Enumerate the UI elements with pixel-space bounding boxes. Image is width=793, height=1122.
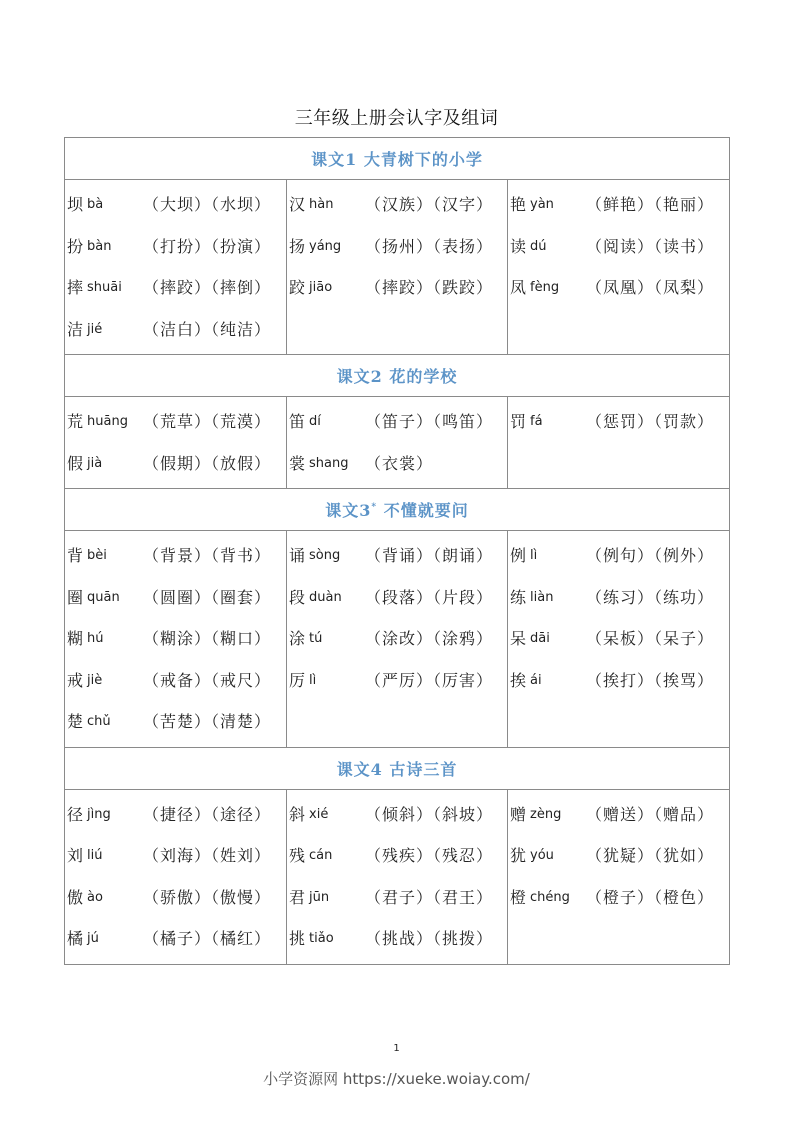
- word-column: [287, 531, 508, 748]
- word-entry: [289, 401, 507, 443]
- word-examples: （背诵）（朗诵）: [365, 546, 494, 565]
- word-entry: [289, 184, 507, 226]
- word-entry: [510, 401, 729, 443]
- word-entry: [289, 877, 507, 919]
- word-examples: （捷径）（途径）: [143, 804, 272, 824]
- pinyin: yàn: [530, 197, 554, 212]
- word-examples: （橙子）（橙色）: [586, 887, 715, 907]
- pinyin: duàn: [309, 589, 342, 605]
- word-entry: [510, 226, 729, 268]
- word-entry: [289, 794, 507, 836]
- word-examples: （骄傲）（傲慢）: [143, 887, 272, 907]
- character: 练: [510, 587, 527, 607]
- word-entry: [67, 267, 286, 309]
- character: 罚: [510, 412, 527, 431]
- pinyin: jiè: [87, 672, 103, 688]
- word-examples: （大坝）（水坝）: [143, 195, 272, 214]
- pinyin: jié: [87, 321, 103, 337]
- pinyin: dí: [309, 414, 321, 429]
- lesson-title: 不懂就要问: [383, 501, 469, 520]
- word-entry: [67, 835, 286, 877]
- word-entry: [289, 267, 507, 309]
- word-entry: [510, 618, 729, 660]
- character: 汉: [289, 195, 306, 214]
- word-examples: （呆板）（呆子）: [586, 629, 715, 648]
- word-examples: （鲜艳）（艳丽）: [586, 195, 715, 214]
- character: 傲: [67, 887, 84, 907]
- word-examples: （阅读）（读书）: [586, 236, 715, 256]
- character: 诵: [289, 546, 306, 565]
- word-examples: （戒备）（戒尺）: [143, 670, 272, 690]
- character: 例: [510, 546, 527, 565]
- word-examples: （君子）（君王）: [365, 887, 494, 907]
- word-entry: [67, 701, 286, 743]
- word-examples: （洁白）（纯洁）: [143, 319, 272, 339]
- word-column: [287, 180, 508, 355]
- character: 圈: [67, 587, 84, 607]
- character: 扮: [67, 236, 84, 256]
- word-examples: （苦楚）（清楚）: [143, 712, 272, 731]
- pinyin: bèi: [87, 548, 107, 563]
- word-entry: [67, 535, 286, 577]
- word-entry: [510, 577, 729, 619]
- word-entry: [510, 660, 729, 702]
- word-entry: [510, 535, 729, 577]
- word-column: [287, 789, 508, 964]
- character: 笛: [289, 412, 306, 431]
- word-entry: [510, 184, 729, 226]
- word-entry: [67, 577, 286, 619]
- pinyin: hú: [87, 631, 104, 646]
- pinyin: bà: [87, 197, 104, 212]
- character: 荒: [67, 412, 84, 431]
- word-entry: [510, 877, 729, 919]
- word-examples: （荒草）（荒漠）: [143, 412, 272, 431]
- word-entry: [67, 309, 286, 351]
- page-number: 1: [393, 1043, 400, 1054]
- lesson-title: 大青树下的小学: [363, 150, 483, 169]
- lesson-words-row: [65, 180, 730, 355]
- character: 径: [67, 804, 84, 824]
- lesson-header: [65, 489, 730, 531]
- character: 段: [289, 587, 306, 607]
- word-entry: [289, 618, 507, 660]
- pinyin: lì: [309, 672, 317, 688]
- word-examples: （段落）（片段）: [365, 587, 494, 607]
- character: 糊: [67, 629, 84, 648]
- word-column: [508, 789, 730, 964]
- pinyin: liú: [87, 848, 103, 863]
- character: 君: [289, 887, 306, 907]
- lesson-words-row: [65, 397, 730, 489]
- word-table: [64, 137, 730, 965]
- pinyin: jiāo: [309, 280, 333, 295]
- pinyin: jūn: [309, 889, 330, 905]
- pinyin: zèng: [530, 806, 562, 822]
- word-examples: （扬州）（表扬）: [365, 236, 494, 256]
- lesson-title: 古诗三首: [389, 759, 458, 779]
- pinyin: fá: [530, 414, 543, 429]
- pinyin: cán: [309, 848, 333, 863]
- character: 残: [289, 846, 306, 865]
- pinyin: lì: [530, 548, 538, 563]
- word-examples: （惩罚）（罚款）: [586, 412, 715, 431]
- character: 假: [67, 453, 84, 473]
- pinyin: sòng: [309, 548, 341, 563]
- word-column: [508, 397, 730, 489]
- word-examples: （摔跤）（跌跤）: [365, 278, 494, 297]
- word-entry: [510, 794, 729, 836]
- character: 扬: [289, 236, 306, 256]
- character: 跤: [289, 278, 306, 297]
- lesson-header-row: [65, 489, 730, 531]
- character: 背: [67, 546, 84, 565]
- pinyin: chéng: [530, 889, 570, 905]
- word-examples: （打扮）（扮演）: [143, 236, 272, 256]
- lesson-header: [65, 747, 730, 789]
- word-column: [508, 180, 730, 355]
- word-examples: （涂改）（涂鸦）: [365, 629, 494, 648]
- character: 戒: [67, 670, 84, 690]
- word-examples: （笛子）（鸣笛）: [365, 412, 494, 431]
- pinyin: quān: [87, 589, 120, 605]
- word-entry: [67, 618, 286, 660]
- character: 楚: [67, 712, 84, 731]
- word-entry: [510, 835, 729, 877]
- footer-source: 小学资源网 https://xueke.woiay.com/: [263, 1070, 530, 1088]
- character: 犹: [510, 846, 527, 865]
- word-column: [287, 397, 508, 489]
- lesson-header-row: [65, 355, 730, 397]
- lesson-header-row: [65, 138, 730, 180]
- character: 厉: [289, 670, 306, 690]
- lesson-number: 课文4: [336, 759, 383, 779]
- character: 刘: [67, 846, 84, 865]
- lesson-number: 课文1: [311, 150, 358, 169]
- character: 呆: [510, 629, 527, 648]
- character: 挨: [510, 670, 527, 690]
- word-examples: （犹疑）（犹如）: [586, 846, 715, 865]
- word-examples: （橘子）（橘红）: [143, 929, 272, 948]
- pinyin: xié: [309, 806, 329, 822]
- pinyin: shuāi: [87, 280, 122, 295]
- character: 橙: [510, 887, 527, 907]
- pinyin: fèng: [530, 280, 560, 295]
- word-column: [65, 531, 287, 748]
- word-entry: [289, 443, 507, 485]
- character: 挑: [289, 929, 306, 948]
- word-examples: （练习）（练功）: [586, 587, 715, 607]
- word-entry: [289, 918, 507, 960]
- word-examples: （刘海）（姓刘）: [143, 846, 272, 865]
- word-examples: （挨打）（挨骂）: [586, 670, 715, 690]
- word-examples: （严厉）（厉害）: [365, 670, 494, 690]
- word-examples: （假期）（放假）: [143, 453, 272, 473]
- character: 赠: [510, 804, 527, 824]
- word-examples: （背景）（背书）: [143, 546, 272, 565]
- lesson-title: 花的学校: [389, 367, 458, 386]
- word-examples: （残疾）（残忍）: [365, 846, 494, 865]
- pinyin: dāi: [530, 631, 550, 646]
- word-entry: [289, 577, 507, 619]
- word-examples: （摔跤）（摔倒）: [143, 278, 272, 297]
- word-entry: [67, 226, 286, 268]
- optional-lesson-mark: *: [371, 502, 378, 513]
- word-entry: [67, 660, 286, 702]
- pinyin: shang: [309, 455, 349, 471]
- lesson-header-row: [65, 747, 730, 789]
- character: 凤: [510, 278, 527, 297]
- pinyin: tú: [309, 631, 323, 646]
- word-entry: [67, 918, 286, 960]
- lesson-header: [65, 355, 730, 397]
- character: 洁: [67, 319, 84, 339]
- pinyin: yáng: [309, 238, 342, 254]
- lesson-number: 课文3: [325, 501, 372, 520]
- character: 读: [510, 236, 527, 256]
- word-entry: [289, 226, 507, 268]
- lesson-number: 课文2: [336, 367, 383, 386]
- pinyin: bàn: [87, 238, 112, 254]
- word-examples: （衣裳）: [365, 453, 434, 473]
- character: 摔: [67, 278, 84, 297]
- pinyin: liàn: [530, 589, 554, 605]
- pinyin: huāng: [87, 414, 128, 429]
- word-entry: [510, 267, 729, 309]
- word-examples: （例句）（例外）: [586, 546, 715, 565]
- word-entry: [289, 660, 507, 702]
- pinyin: ái: [530, 672, 542, 688]
- word-entry: [67, 794, 286, 836]
- document-title: 三年级上册会认字及组词: [294, 108, 499, 129]
- word-examples: （汉族）（汉字）: [365, 195, 494, 214]
- pinyin: jìng: [87, 806, 111, 822]
- character: 坝: [67, 195, 84, 214]
- lesson-header: [65, 138, 730, 180]
- character: 橘: [67, 929, 84, 948]
- lesson-words-row: [65, 531, 730, 748]
- pinyin: jià: [87, 455, 103, 471]
- pinyin: jú: [87, 931, 99, 946]
- pinyin: dú: [530, 238, 547, 254]
- pinyin: ào: [87, 889, 103, 905]
- lesson-words-row: [65, 789, 730, 964]
- word-entry: [289, 835, 507, 877]
- pinyin: tiǎo: [309, 931, 334, 946]
- word-entry: [67, 401, 286, 443]
- word-entry: [289, 535, 507, 577]
- word-examples: （挑战）（挑拨）: [365, 929, 494, 948]
- word-entry: [67, 443, 286, 485]
- pinyin: hàn: [309, 197, 334, 212]
- word-examples: （圆圈）（圈套）: [143, 587, 272, 607]
- character: 艳: [510, 195, 527, 214]
- pinyin: yóu: [530, 848, 554, 863]
- word-column: [65, 397, 287, 489]
- word-column: [65, 789, 287, 964]
- word-examples: （糊涂）（糊口）: [143, 629, 272, 648]
- word-examples: （赠送）（赠品）: [586, 804, 715, 824]
- word-examples: （凤凰）（凤梨）: [586, 278, 715, 297]
- character: 裳: [289, 453, 306, 473]
- word-column: [508, 531, 730, 748]
- word-entry: [67, 184, 286, 226]
- word-examples: （倾斜）（斜坡）: [365, 804, 494, 824]
- character: 斜: [289, 804, 306, 824]
- word-entry: [67, 877, 286, 919]
- character: 涂: [289, 629, 306, 648]
- word-column: [65, 180, 287, 355]
- pinyin: chǔ: [87, 714, 111, 729]
